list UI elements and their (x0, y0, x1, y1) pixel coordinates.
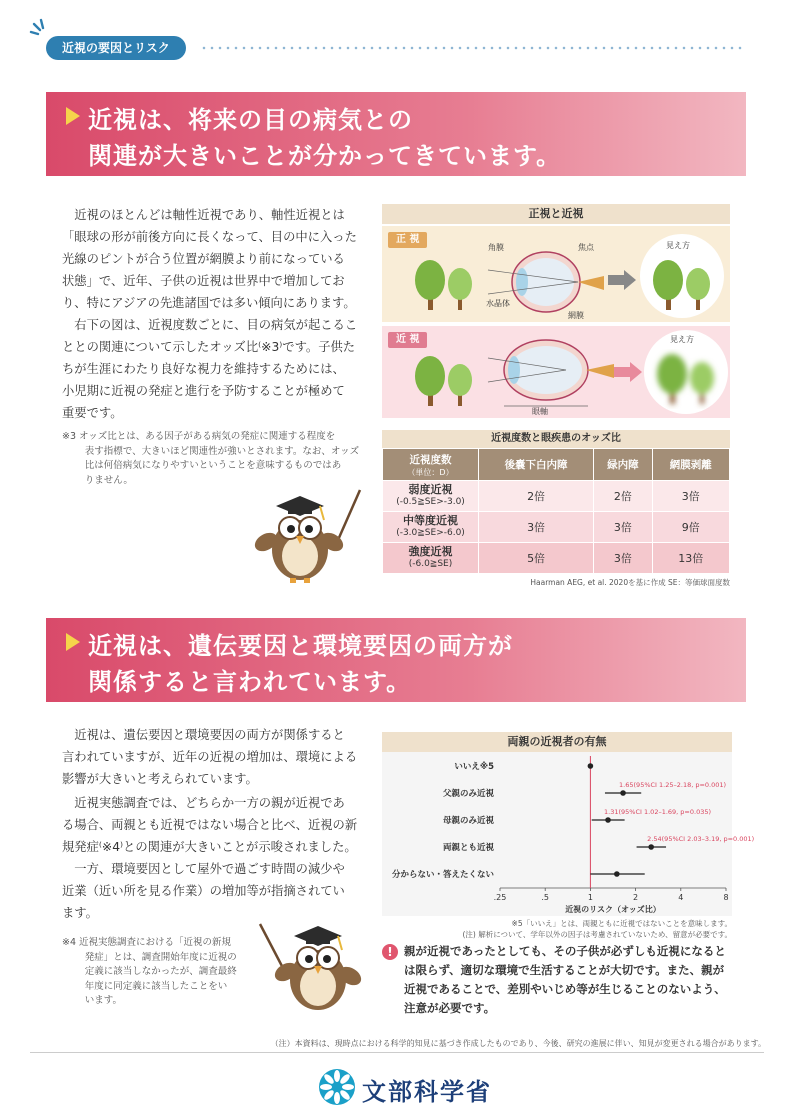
arrow-right-icon-2 (614, 362, 642, 382)
text-line: り、特にアジアの先進諸国では多い傾向にあります。 (62, 296, 356, 310)
x-tick-label: 1 (587, 893, 593, 902)
table-cell: 2倍 (594, 481, 652, 512)
section2-paragraph2 (62, 792, 362, 858)
section2-paragraph1 (62, 724, 362, 790)
x-axis-label: 近視のリスク（オッズ比） (565, 905, 661, 914)
table-cell: 9倍 (652, 512, 729, 543)
myopia-eye-diagram (486, 330, 616, 410)
point-marker (614, 871, 620, 877)
text-line: 状態」で、近年、子供の近視は世界中で増加してお (62, 274, 345, 288)
text-line: ちが生涯にわたり良好な視力を維持するためには、 (62, 362, 345, 376)
eye-figure-title: 正視と近視 (382, 204, 730, 224)
footer-note: （注）本資料は、現時点における科学的知見に基づき作成したものであり、今後、研究の進展に伴い、知見が変更される場合があります。 (270, 1039, 766, 1048)
chart-note-2: (注) 解析について、学年以外の因子は考慮されていないため、留意が必要です。 (462, 930, 732, 939)
category-label: 両親とも近視 (442, 843, 494, 853)
ministry-emblem-icon (318, 1068, 356, 1106)
table-cell: 13倍 (652, 543, 729, 574)
odds-ratio-table (382, 448, 730, 574)
col-header-cataract: 後嚢下白内障 (479, 449, 594, 481)
dotted-divider (200, 46, 746, 50)
section1-paragraph1 (62, 204, 362, 314)
x-tick-label: 4 (678, 893, 684, 902)
x-tick-label: 2 (633, 893, 639, 902)
point-annotation: 2.54(95%CI 2.03–3.19, p=0.001) (647, 835, 755, 843)
point-annotation: 1.31(95%CI 1.02–1.69, p=0.035) (604, 808, 712, 816)
ministry-name: 文部科学省 (362, 1078, 492, 1106)
text-line: 定義に該当しなかったが、調査最終 (84, 966, 237, 977)
table-row (383, 543, 730, 574)
row-label: 中等度近視 (-3.0≧SE>-6.0) (383, 512, 479, 543)
chart-note-1: ※5「いいえ」とは、両親ともに近視ではないことを意味します。 (511, 919, 732, 928)
table-cell: 3倍 (594, 543, 652, 574)
x-tick-label: 8 (723, 893, 729, 902)
text-line: 「眼球の形が前後方向に長くなって、目の中に入った (62, 230, 357, 244)
warning-text: 親が近視であったとしても、その子供が必ずしも近視になるとは限らず、適切な環境で生活することが大切です。また、親が近視であることで、差別やいじめ等が生じることのないよう、注意が必要です。 (404, 944, 726, 1015)
odds-table (382, 430, 730, 574)
text-line: 近視実態調査では、どちらか一方の親が近視であ (74, 796, 345, 810)
table-source: Haarman AEG, et al. 2020を基に作成 SE：等価球面度数 (530, 578, 730, 587)
retina-label: 網膜 (568, 311, 584, 320)
category-label: 母親のみ近視 (442, 816, 494, 826)
owl-teacher-icon (240, 484, 364, 584)
point-marker (620, 790, 626, 796)
table-cell: 3倍 (652, 481, 729, 512)
forest-plot (382, 732, 755, 916)
text-line: ※3 オッズ比とは、ある因子がある病気の発症に関連する程度を (62, 431, 336, 442)
table-cell: 3倍 (594, 512, 652, 543)
axial-label: 眼軸 (532, 407, 548, 416)
text-line: 小児期に近視の発症と進行を予防することが極めて (62, 384, 345, 398)
row-label: 強度近視 (-6.0≧SE) (383, 543, 479, 574)
normal-label: 正 視 (388, 232, 427, 248)
text-line: 右下の図は、近視度数ごとに、目の病気が起こるこ (74, 318, 358, 332)
cornea-label: 角膜 (488, 243, 504, 252)
ministry-logo (318, 1066, 492, 1108)
col-header-degree (383, 449, 479, 481)
clear-trees-icon (652, 256, 714, 312)
banner-1-line2: 関連が大きいことが分かってきています。 (88, 142, 562, 170)
banner-1-line1: 近視は、将来の目の病気との (88, 106, 413, 134)
text-line: 一方、環境要因として屋外で過ごす時間の減少や (74, 862, 345, 876)
focus-label: 焦点 (578, 243, 594, 252)
text-line: います。 (84, 995, 123, 1006)
text-line: 発症」とは、調査開始年度に近視の (84, 951, 237, 963)
text-line: 言われていますが、近年の近視の増加は、環境による (62, 750, 358, 764)
text-line: 近視のほとんどは軸性近視であり、軸性近視とは (74, 208, 345, 222)
chart-notes (382, 918, 732, 940)
trees-icon (414, 256, 476, 312)
view-label-2: 見え方 (670, 335, 694, 344)
forest-plot-svg (382, 752, 755, 916)
text-line: 比は何倍病気になりやすいということを意味するものではあ (84, 460, 342, 471)
table-cell: 5倍 (479, 543, 594, 574)
lens-label: 水晶体 (486, 299, 510, 308)
x-tick-label: .25 (493, 893, 507, 902)
arrow-right-icon (608, 270, 636, 290)
row-label: 弱度近視 (-0.5≧SE>-3.0) (383, 481, 479, 512)
category-label: いいえ※5 (454, 762, 494, 772)
table-cell: 2倍 (479, 481, 594, 512)
point-annotation: 1.65(95%CI 1.25–2.18, p=0.001) (619, 781, 727, 789)
category-label: 父親のみ近視 (442, 789, 494, 799)
normal-eye-row (382, 226, 730, 322)
text-line: 近業（近い所を見る作業）の増加等が指摘されてい (62, 884, 345, 898)
trees-icon-2 (414, 352, 476, 408)
text-line: る場合、両親とも近視ではない場合と比べ、近視の新 (62, 818, 358, 832)
triangle-icon (66, 107, 80, 125)
owl-teacher-icon-2 (256, 914, 368, 1014)
col-header-retinal: 網膜剥離 (652, 449, 729, 481)
text-line: 影響が大きいと考えられています。 (62, 772, 258, 786)
chart-title: 両親の近視者の有無 (382, 732, 732, 752)
banner-2 (46, 618, 746, 702)
myopia-label: 近 視 (388, 332, 427, 348)
odds-table-title: 近視度数と眼疾患のオッズ比 (382, 430, 730, 448)
view-label: 見え方 (666, 241, 690, 250)
point-marker (648, 844, 654, 850)
text-line: ※4 近視実態調査における「近視の新規 (62, 937, 232, 948)
table-cell: 3倍 (479, 512, 594, 543)
text-line: 近視は、遺伝要因と環境要因の両方が関係すると (74, 728, 345, 742)
banner-2-line2: 関係すると言われています。 (88, 668, 412, 696)
text-line: 規発症⁽※4⁾との関連が大きいことが示唆されました。 (62, 840, 357, 854)
banner-1 (46, 92, 746, 176)
category-label: 分からない・答えたくない (391, 870, 494, 880)
blurry-trees-icon (656, 350, 718, 406)
col0-label: 近視度数 (409, 453, 452, 466)
text-line: りません。 (84, 474, 133, 486)
col-header-glaucoma: 緑内障 (594, 449, 652, 481)
x-tick-label: .5 (541, 893, 550, 902)
footer-divider (30, 1052, 764, 1053)
text-line: ます。 (62, 906, 98, 920)
myopia-eye-row (382, 326, 730, 418)
col0-unit: （単位：D） (407, 467, 454, 477)
section1-paragraph2 (62, 314, 362, 424)
text-line: ととの関連について示したオッズ比⁽※3⁾です。子供た (62, 340, 356, 354)
point-marker (605, 817, 611, 823)
table-row (383, 512, 730, 543)
text-line: 表す指標で、大きいほど関連性が強いとされます。なお、オッズ (84, 445, 360, 457)
eye-figure (382, 204, 730, 418)
banner-2-line1: 近視は、遺伝要因と環境要因の両方が (88, 632, 513, 660)
text-line: 年度に同定義に該当したことをい (84, 980, 228, 992)
triangle-icon-2 (66, 633, 80, 651)
text-line: 光線のピントが合う位置が網膜より前になっている (62, 252, 345, 266)
section-tag: 近視の要因とリスク (46, 36, 186, 60)
alert-icon: ! (382, 944, 398, 960)
point-marker (588, 763, 594, 769)
text-line: 重要です。 (62, 406, 123, 420)
note-3 (62, 430, 362, 488)
table-row (383, 481, 730, 512)
note-4 (62, 936, 252, 1009)
